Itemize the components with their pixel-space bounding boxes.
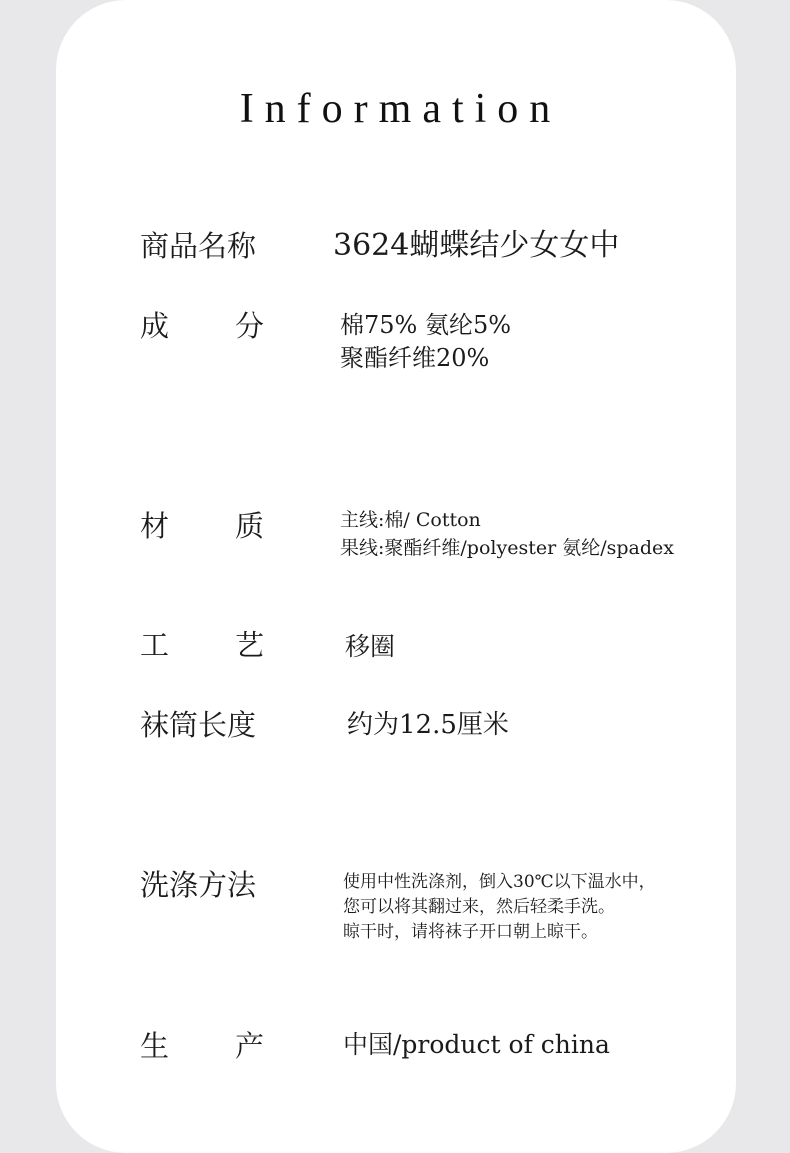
- sock-length-value: 约为12.5厘米: [347, 710, 509, 740]
- product-name-label: 商品名称: [140, 229, 257, 263]
- craft-label: [140, 627, 264, 663]
- composition-line-1: 棉75% 氨纶5%: [340, 311, 512, 339]
- info-card: [56, 0, 736, 1153]
- composition-label-char-2: 分: [234, 309, 264, 343]
- material-line-2: 果线:聚酯纤维/polyester 氨纶/spadex: [340, 537, 674, 559]
- origin-label-char-2: 产: [234, 1029, 264, 1063]
- origin-label-char-1: 生: [140, 1029, 170, 1063]
- washing-line-2: 您可以将其翻过来，然后轻柔手洗。: [343, 897, 615, 917]
- washing-line-3: 晾干时，请将袜子开口朝上晾干。: [343, 922, 598, 942]
- origin-label: [140, 1028, 264, 1064]
- material-value: [340, 506, 674, 562]
- page-title: Information: [239, 86, 562, 132]
- washing-value: [343, 870, 656, 945]
- material-line-1: 主线:棉/ Cotton: [340, 509, 481, 531]
- composition-label-char-1: 成: [140, 309, 170, 343]
- washing-line-1: 使用中性洗涤剂，倒入30℃以下温水中，: [343, 872, 656, 892]
- origin-value: 中国/product of china: [343, 1030, 610, 1059]
- composition-label: [140, 308, 264, 344]
- material-label: [140, 508, 264, 544]
- material-label-char-1: 材: [140, 509, 170, 543]
- product-name-value: 3624蝴蝶结少女女中: [333, 228, 620, 263]
- material-label-char-2: 质: [234, 509, 264, 543]
- composition-value: [340, 309, 511, 375]
- washing-label: 洗涤方法: [140, 868, 257, 902]
- sock-length-label: 袜筒长度: [140, 708, 257, 742]
- composition-line-2: 聚酯纤维20%: [340, 344, 490, 372]
- craft-value: 移圈: [345, 632, 396, 661]
- craft-label-char-1: 工: [140, 628, 170, 662]
- craft-label-char-2: 艺: [234, 628, 264, 662]
